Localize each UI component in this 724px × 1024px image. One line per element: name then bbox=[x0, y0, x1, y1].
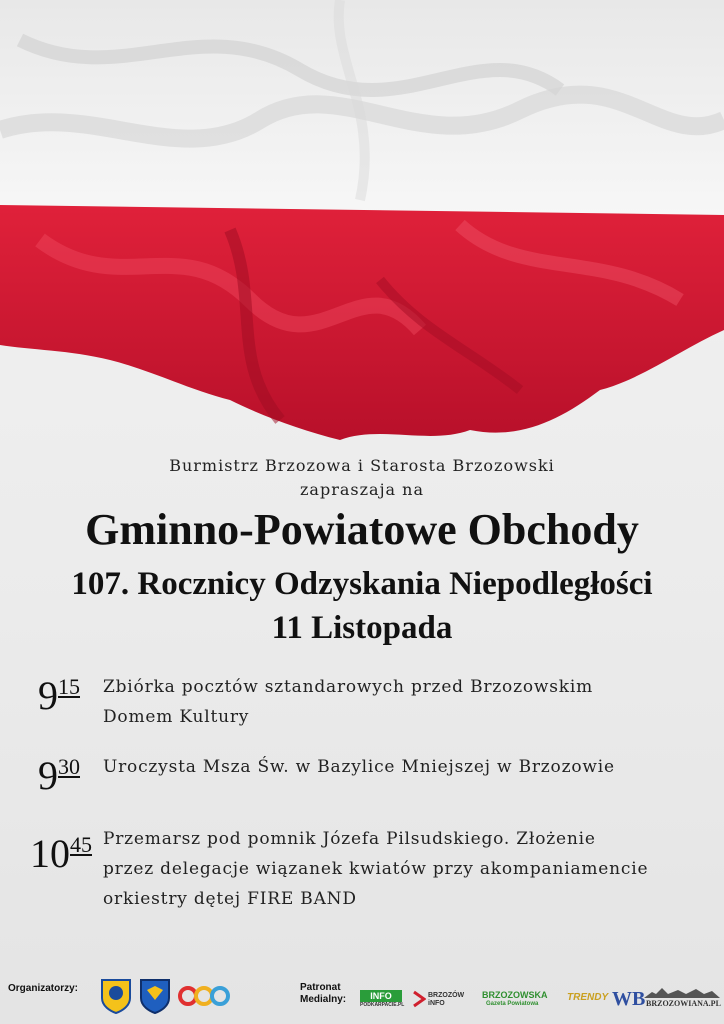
wb-logo: WB bbox=[612, 988, 646, 1010]
event-description bbox=[103, 824, 703, 914]
event-time bbox=[30, 830, 92, 877]
event-description-line: Przemarsz pod pomnik Józefa Pilsudskiego. Złożenie bbox=[103, 829, 596, 849]
bdk-culture-house-logo bbox=[178, 982, 230, 1010]
event-minute: 45 bbox=[70, 832, 92, 857]
event-description-line: orkiestry dętej FIRE BAND bbox=[103, 889, 357, 909]
gazeta-powiatowa-logo-text: BRZOZOWSKA bbox=[482, 990, 548, 1000]
subtitle-anniversary: 107. Rocznicy Odzyskania Niepodległości bbox=[71, 566, 653, 602]
event-minute: 15 bbox=[58, 674, 80, 699]
main-title: Gminno-Powiatowe Obchody bbox=[85, 505, 639, 554]
footer-sponsors bbox=[0, 966, 724, 1024]
invitation-line-1: Burmistrz Brzozowa i Starosta Brzozowski bbox=[169, 456, 555, 475]
brzozow-town-crest-logo bbox=[100, 978, 132, 1014]
invitation-text bbox=[0, 454, 724, 502]
event-description-line: Domem Kultury bbox=[103, 707, 250, 727]
brzozowiana-logo-text: BRZOZOWIANA.PL bbox=[646, 999, 721, 1008]
media-patron-label-line-2: Medialny: bbox=[300, 994, 347, 1005]
event-description-line: Zbiórka pocztów sztandarowych przed Brzozowskim bbox=[103, 677, 594, 697]
brzozow-info-logo-text: BRZOZÓW iNFO bbox=[428, 992, 465, 1007]
trendy-logo: TRENDY bbox=[567, 992, 609, 1003]
event-minute: 30 bbox=[58, 754, 80, 779]
media-patron-label bbox=[300, 982, 346, 1006]
invitation-line-2: zapraszaja na bbox=[299, 480, 424, 499]
event-description bbox=[103, 752, 703, 782]
organizers-label: Organizatorzy: bbox=[8, 983, 79, 994]
info-podkarpacie-logo bbox=[360, 990, 405, 1010]
brzozow-county-crest-logo bbox=[139, 978, 171, 1014]
event-description-line: Uroczysta Msza Św. w Bazylice Mniejszej w Brzozowie bbox=[103, 757, 615, 777]
subtitle-date: 11 Listopada bbox=[271, 610, 453, 646]
event-description-line: przez delegacje wiązanek kwiatów przy akompaniamencie bbox=[103, 859, 649, 879]
media-patron-label-line-1: Patronat bbox=[300, 982, 341, 993]
event-hour: 9 bbox=[38, 753, 58, 798]
polish-flag-image bbox=[0, 0, 724, 450]
event-hour: 10 bbox=[30, 831, 70, 876]
event-time bbox=[38, 752, 80, 799]
event-hour: 9 bbox=[38, 673, 58, 718]
info-podkarpacie-logo-subtext: PODKARPACIE.PL bbox=[360, 1002, 405, 1008]
brzozow-info-logo bbox=[412, 990, 472, 1010]
event-description bbox=[103, 672, 703, 732]
gazeta-powiatowa-logo bbox=[482, 990, 556, 1010]
gazeta-powiatowa-logo-subtext: Gazeta Powiatowa bbox=[486, 1001, 539, 1007]
event-time bbox=[38, 672, 80, 719]
info-podkarpacie-logo-text: INFO bbox=[360, 990, 402, 1002]
skyline-icon bbox=[644, 986, 720, 998]
brzozow-info-mark-icon bbox=[412, 990, 426, 1008]
brzozowiana-logo bbox=[644, 986, 720, 1014]
